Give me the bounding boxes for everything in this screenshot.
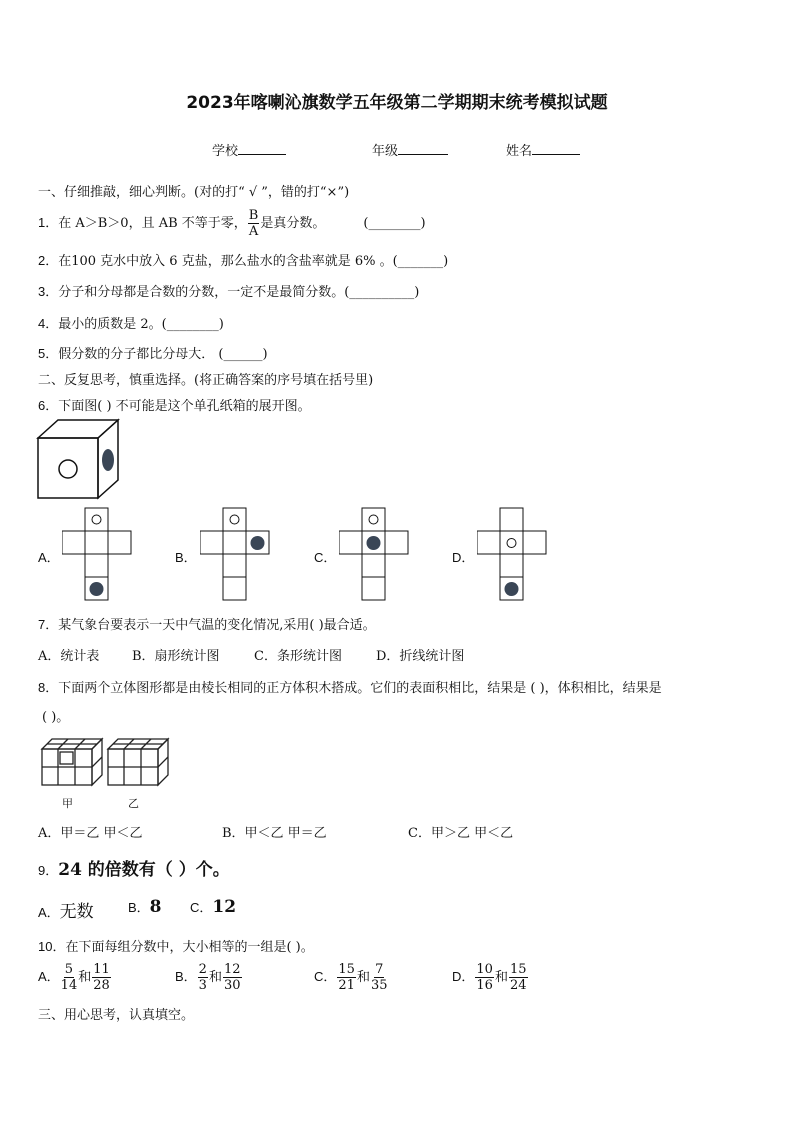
fraction-denominator: 28 — [93, 978, 110, 993]
q8-option-a[interactable]: A．甲＝乙 甲＜乙 — [38, 826, 143, 841]
filled-hole-icon — [505, 582, 519, 596]
box-top-face — [38, 420, 118, 438]
q5-text: 假分数的分子都比分母大． (______) — [58, 347, 268, 362]
fraction-denominator: 21 — [338, 978, 355, 993]
question-1 — [38, 208, 426, 239]
q6-option-b-label[interactable]: B． — [175, 550, 197, 565]
q7-text: 某气象台要表示一天中气温的变化情况,采用( )最合适。 — [58, 618, 376, 633]
question-10 — [38, 936, 314, 955]
hole-circle-icon — [92, 515, 101, 524]
q10-option-c[interactable] — [314, 962, 389, 993]
fraction-denominator: 3 — [198, 978, 207, 993]
q8-option-b[interactable]: B．甲＜乙 甲＝乙 — [222, 826, 327, 841]
q8-text-continued: ( )。 — [42, 710, 70, 725]
net-option-a[interactable] — [62, 507, 134, 601]
section2-heading: 二、反复思考，慎重选择。(将正确答案的序号填在括号里) — [38, 373, 374, 388]
name-field — [506, 140, 580, 159]
q1-answer-paren[interactable]: (________) — [363, 216, 426, 231]
grade-blank[interactable] — [398, 142, 448, 155]
q4-number: 4． — [38, 316, 59, 331]
q10-c-fraction-1 — [337, 962, 356, 993]
q10-a-fraction-1 — [61, 962, 78, 993]
question-6 — [38, 395, 311, 414]
q1-fraction — [248, 208, 260, 239]
q9-option-c[interactable] — [190, 897, 236, 917]
q3-text: 分子和分母都是合数的分数，一定不是最简分数。(__________) — [58, 285, 420, 300]
q9-option-c-value: 12 — [212, 897, 237, 917]
figure-jia — [42, 739, 102, 785]
q9-text: 24 的倍数有（ ）个。 — [58, 860, 230, 880]
figure-yi — [108, 739, 168, 785]
net-option-c[interactable] — [339, 507, 411, 601]
q6-option-c-label[interactable]: C． — [314, 550, 337, 565]
q7-option-a[interactable]: A．统计表 — [38, 649, 100, 664]
question-5 — [38, 343, 268, 362]
net-option-b[interactable] — [200, 507, 272, 601]
fraction-numerator: 5 — [64, 962, 74, 977]
q1-frac-bottom: A — [248, 224, 259, 239]
q7-number: 7． — [38, 617, 59, 632]
fraction-numerator: 11 — [93, 962, 110, 977]
section3-heading: 三、用心思考，认真填空。 — [38, 1008, 195, 1023]
fraction-denominator: 24 — [509, 978, 527, 993]
name-blank[interactable] — [532, 142, 580, 155]
q6-text: 下面图( ) 不可能是这个单孔纸箱的展开图。 — [58, 399, 311, 414]
q1-number: 1． — [38, 215, 59, 230]
fraction-numerator: 10 — [476, 962, 493, 977]
q5-number: 5． — [38, 346, 59, 361]
figure-jia-label: 甲 — [62, 797, 73, 810]
name-label: 姓名 — [506, 144, 533, 159]
filled-hole-icon — [367, 536, 381, 550]
q6-option-d-label[interactable]: D． — [452, 550, 475, 565]
q9-option-b-label: B． — [128, 900, 150, 915]
q9-option-c-label: C． — [190, 900, 213, 915]
q10-option-c-label: C． — [314, 969, 337, 984]
filled-hole-icon — [251, 536, 265, 550]
q7-option-b[interactable]: B．扇形统计图 — [132, 649, 220, 664]
fraction-denominator: 35 — [370, 978, 388, 993]
fraction-denominator: 14 — [60, 978, 78, 993]
question-4 — [38, 313, 224, 332]
q9-option-b-value: 8 — [149, 897, 162, 917]
page-title: 2023年喀喇沁旗数学五年级第二学期期末统考模拟试题 — [186, 93, 608, 113]
q6-option-a-label[interactable]: A． — [38, 550, 60, 565]
q6-number: 6． — [38, 398, 59, 413]
grade-field — [372, 140, 448, 159]
q10-option-d[interactable] — [452, 962, 529, 993]
fraction-numerator: 7 — [375, 962, 384, 977]
net-option-d[interactable] — [477, 507, 549, 601]
figure-yi-label: 乙 — [128, 797, 139, 810]
fraction-denominator: 16 — [476, 978, 493, 993]
fraction-numerator: 15 — [338, 962, 355, 977]
q9-option-a[interactable] — [38, 897, 94, 922]
hole-circle-icon — [507, 539, 516, 548]
school-field — [212, 140, 286, 159]
q10-option-b-label: B． — [175, 969, 197, 984]
box-front-face — [38, 438, 98, 498]
question-2 — [38, 250, 448, 269]
q10-c-fraction-2 — [371, 962, 388, 993]
q10-option-d-label: D． — [452, 969, 475, 984]
and-label: 和 — [356, 970, 370, 985]
q10-option-a-label: A． — [38, 969, 60, 984]
q10-text: 在下面每组分数中，大小相等的一组是( )。 — [65, 940, 314, 955]
q9-option-a-label: A． — [38, 905, 60, 920]
question-3 — [38, 281, 419, 300]
q10-b-fraction-1 — [198, 962, 208, 993]
q10-a-fraction-2 — [92, 962, 111, 993]
filled-hole-icon — [102, 449, 114, 471]
q9-option-b[interactable] — [128, 897, 162, 917]
fraction-numerator: 12 — [223, 962, 241, 977]
q1-text-a: 在 A＞B＞0，且 AB 不等于零， — [58, 216, 247, 231]
fraction-denominator: 30 — [223, 978, 241, 993]
question-9 — [38, 855, 230, 880]
hole-circle-icon — [230, 515, 239, 524]
q10-number: 10． — [38, 939, 66, 954]
q8-text: 下面两个立体图形都是由棱长相同的正方体积木搭成。它们的表面积相比，结果是 ( )，体积相比，结果是 — [58, 681, 662, 696]
q10-b-fraction-2 — [223, 962, 242, 993]
q3-number: 3． — [38, 284, 59, 299]
q10-option-b[interactable] — [175, 962, 243, 993]
and-label: 和 — [208, 970, 222, 985]
grade-label: 年级 — [372, 144, 399, 159]
q7-option-c[interactable]: C．条形统计图 — [254, 649, 342, 664]
question-8 — [38, 677, 662, 696]
q10-option-a[interactable] — [38, 962, 112, 993]
q8-number: 8． — [38, 680, 59, 695]
hole-circle-icon — [59, 460, 77, 478]
q1-text-b: 是真分数。 — [260, 216, 326, 231]
block-figures — [36, 733, 172, 793]
q4-text: 最小的质数是 2。(________) — [58, 317, 224, 332]
and-label: 和 — [78, 970, 92, 985]
section1-heading: 一、仔细推敲，细心判断。(对的打“ √ ”，错的打“×”) — [38, 185, 350, 200]
school-label: 学校 — [212, 144, 239, 159]
school-blank[interactable] — [238, 142, 286, 155]
fraction-numerator: 15 — [509, 962, 527, 977]
question-7 — [38, 614, 376, 633]
hole-circle-icon — [369, 515, 378, 524]
q8-option-c[interactable]: C．甲＞乙 甲＜乙 — [408, 826, 514, 841]
and-label: 和 — [494, 970, 508, 985]
fraction-numerator: 2 — [198, 962, 207, 977]
filled-hole-icon — [90, 582, 104, 596]
q9-number: 9． — [38, 863, 59, 878]
q10-d-fraction-1 — [475, 962, 494, 993]
q2-text: 在100 克水中放入 6 克盐，那么盐水的含盐率就是 6% 。(_______) — [58, 254, 449, 269]
box-figure — [36, 418, 122, 502]
q10-d-fraction-2 — [509, 962, 528, 993]
q9-option-a-value: 无数 — [59, 902, 94, 922]
q1-frac-top: B — [248, 208, 259, 223]
q7-option-d[interactable]: D．折线统计图 — [376, 649, 465, 664]
q2-number: 2． — [38, 253, 59, 268]
